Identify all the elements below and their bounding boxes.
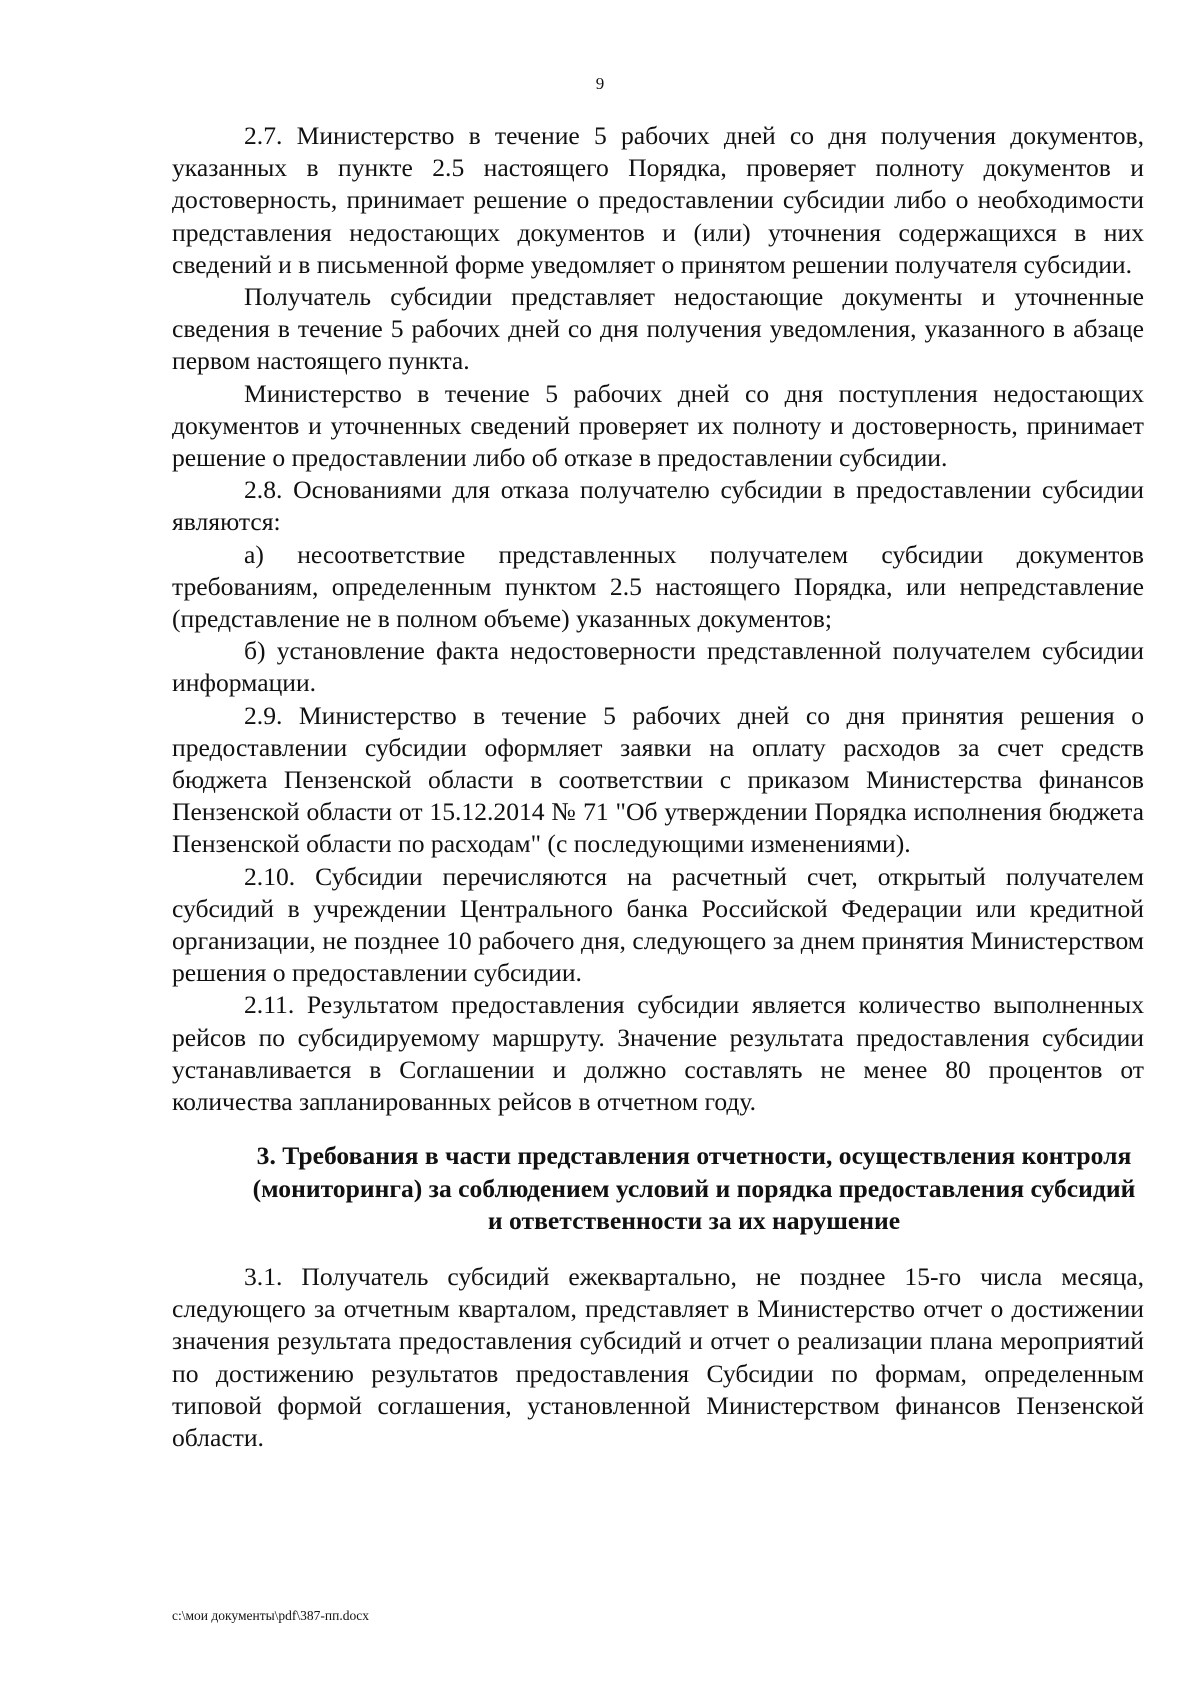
heading-spacer [172,1237,1144,1261]
paragraph-3-1: 3.1. Получатель субсидий ежеквартально, не позднее 15-го числа месяца, следующего за отчетным кварталом, представляет в Министерство отчет о достижении значения результата предоставления субсидий и отчет о реализации плана мероприятий по достижению результатов предоставления Субсидии по формам, определенным типовой формой соглашения, установленной Министерством финансов Пензенской области. [172,1261,1144,1452]
paragraph-2-11: 2.11. Результатом предоставления субсидии является количество выполненных рейсов по субсидируемому маршруту. Значение результата предоставления субсидии устанавливается в Соглашении и должно составлять не менее 80 процентов от количества запланированных рейсов в отчетном году. [172,990,1144,1117]
paragraph-2-9: 2.9. Министерство в течение 5 рабочих дней со дня принятия решения о предоставлении субсидии оформляет заявки на оплату расходов за счет средств бюджета Пензенской области в соответствии с приказом Министерства финансов Пензенской области от 15.12.2014 № 71 "Об утверждении Порядка исполнения бюджета Пензенской области по расходам" (с последующими изменениями). [172,700,1144,859]
page-number: 9 [595,74,605,93]
paragraph-2-7-ministry: Министерство в течение 5 рабочих дней со дня поступления недостающих документов и уточненных сведений проверяет их полноту и достоверность, принимает решение о предоставлении либо об отказе в предоставлении субсидии. [172,378,1144,473]
paragraph-2-8-a: а) несоответствие представленных получателем субсидии документов требованиям, определенным пунктом 2.5 настоящего Порядка, или непредставление (представление не в полном объеме) указанных документов; [172,539,1144,634]
paragraph-2-8-b: б) установление факта недостоверности представленной получателем субсидии информации. [172,636,1144,698]
section-3-heading: 3. Требования в части представления отчетности, осуществления контроля (мониторинга) за соблюдением условий и порядка предоставления субсидий и ответственности за их нарушение [252,1141,1136,1235]
paragraph-2-7-recipient: Получатель субсидии представляет недостающие документы и уточненные сведения в течение 5 рабочих дней со дня получения уведомления, указанного в абзаце первом настоящего пункта. [172,282,1144,376]
paragraph-2-7: 2.7. Министерство в течение 5 рабочих дней со дня получения документов, указанных в пункте 2.5 настоящего Порядка, проверяет полноту документов и достоверность, принимает решение о предоставлении субсидии либо о необходимости представления недостающих документов и (или) уточнения содержащихся в них сведений и в письменной форме уведомляет о принятом решении получателя субсидии. [172,121,1144,279]
document-body [172,120,1144,1454]
footer-file-path: c:\мои документы\pdf\387-пп.docx [172,1608,369,1623]
paragraph-2-10: 2.10. Субсидии перечисляются на расчетный счет, открытый получателем субсидий в учреждении Центрального банка Российской Федерации или кредитной организации, не позднее 10 рабочего дня, следующего за днем принятия Министерством решения о предоставлении субсидии. [172,861,1144,988]
paragraph-2-8: 2.8. Основаниями для отказа получателю субсидии в предоставлении субсидии являются: [172,475,1144,537]
